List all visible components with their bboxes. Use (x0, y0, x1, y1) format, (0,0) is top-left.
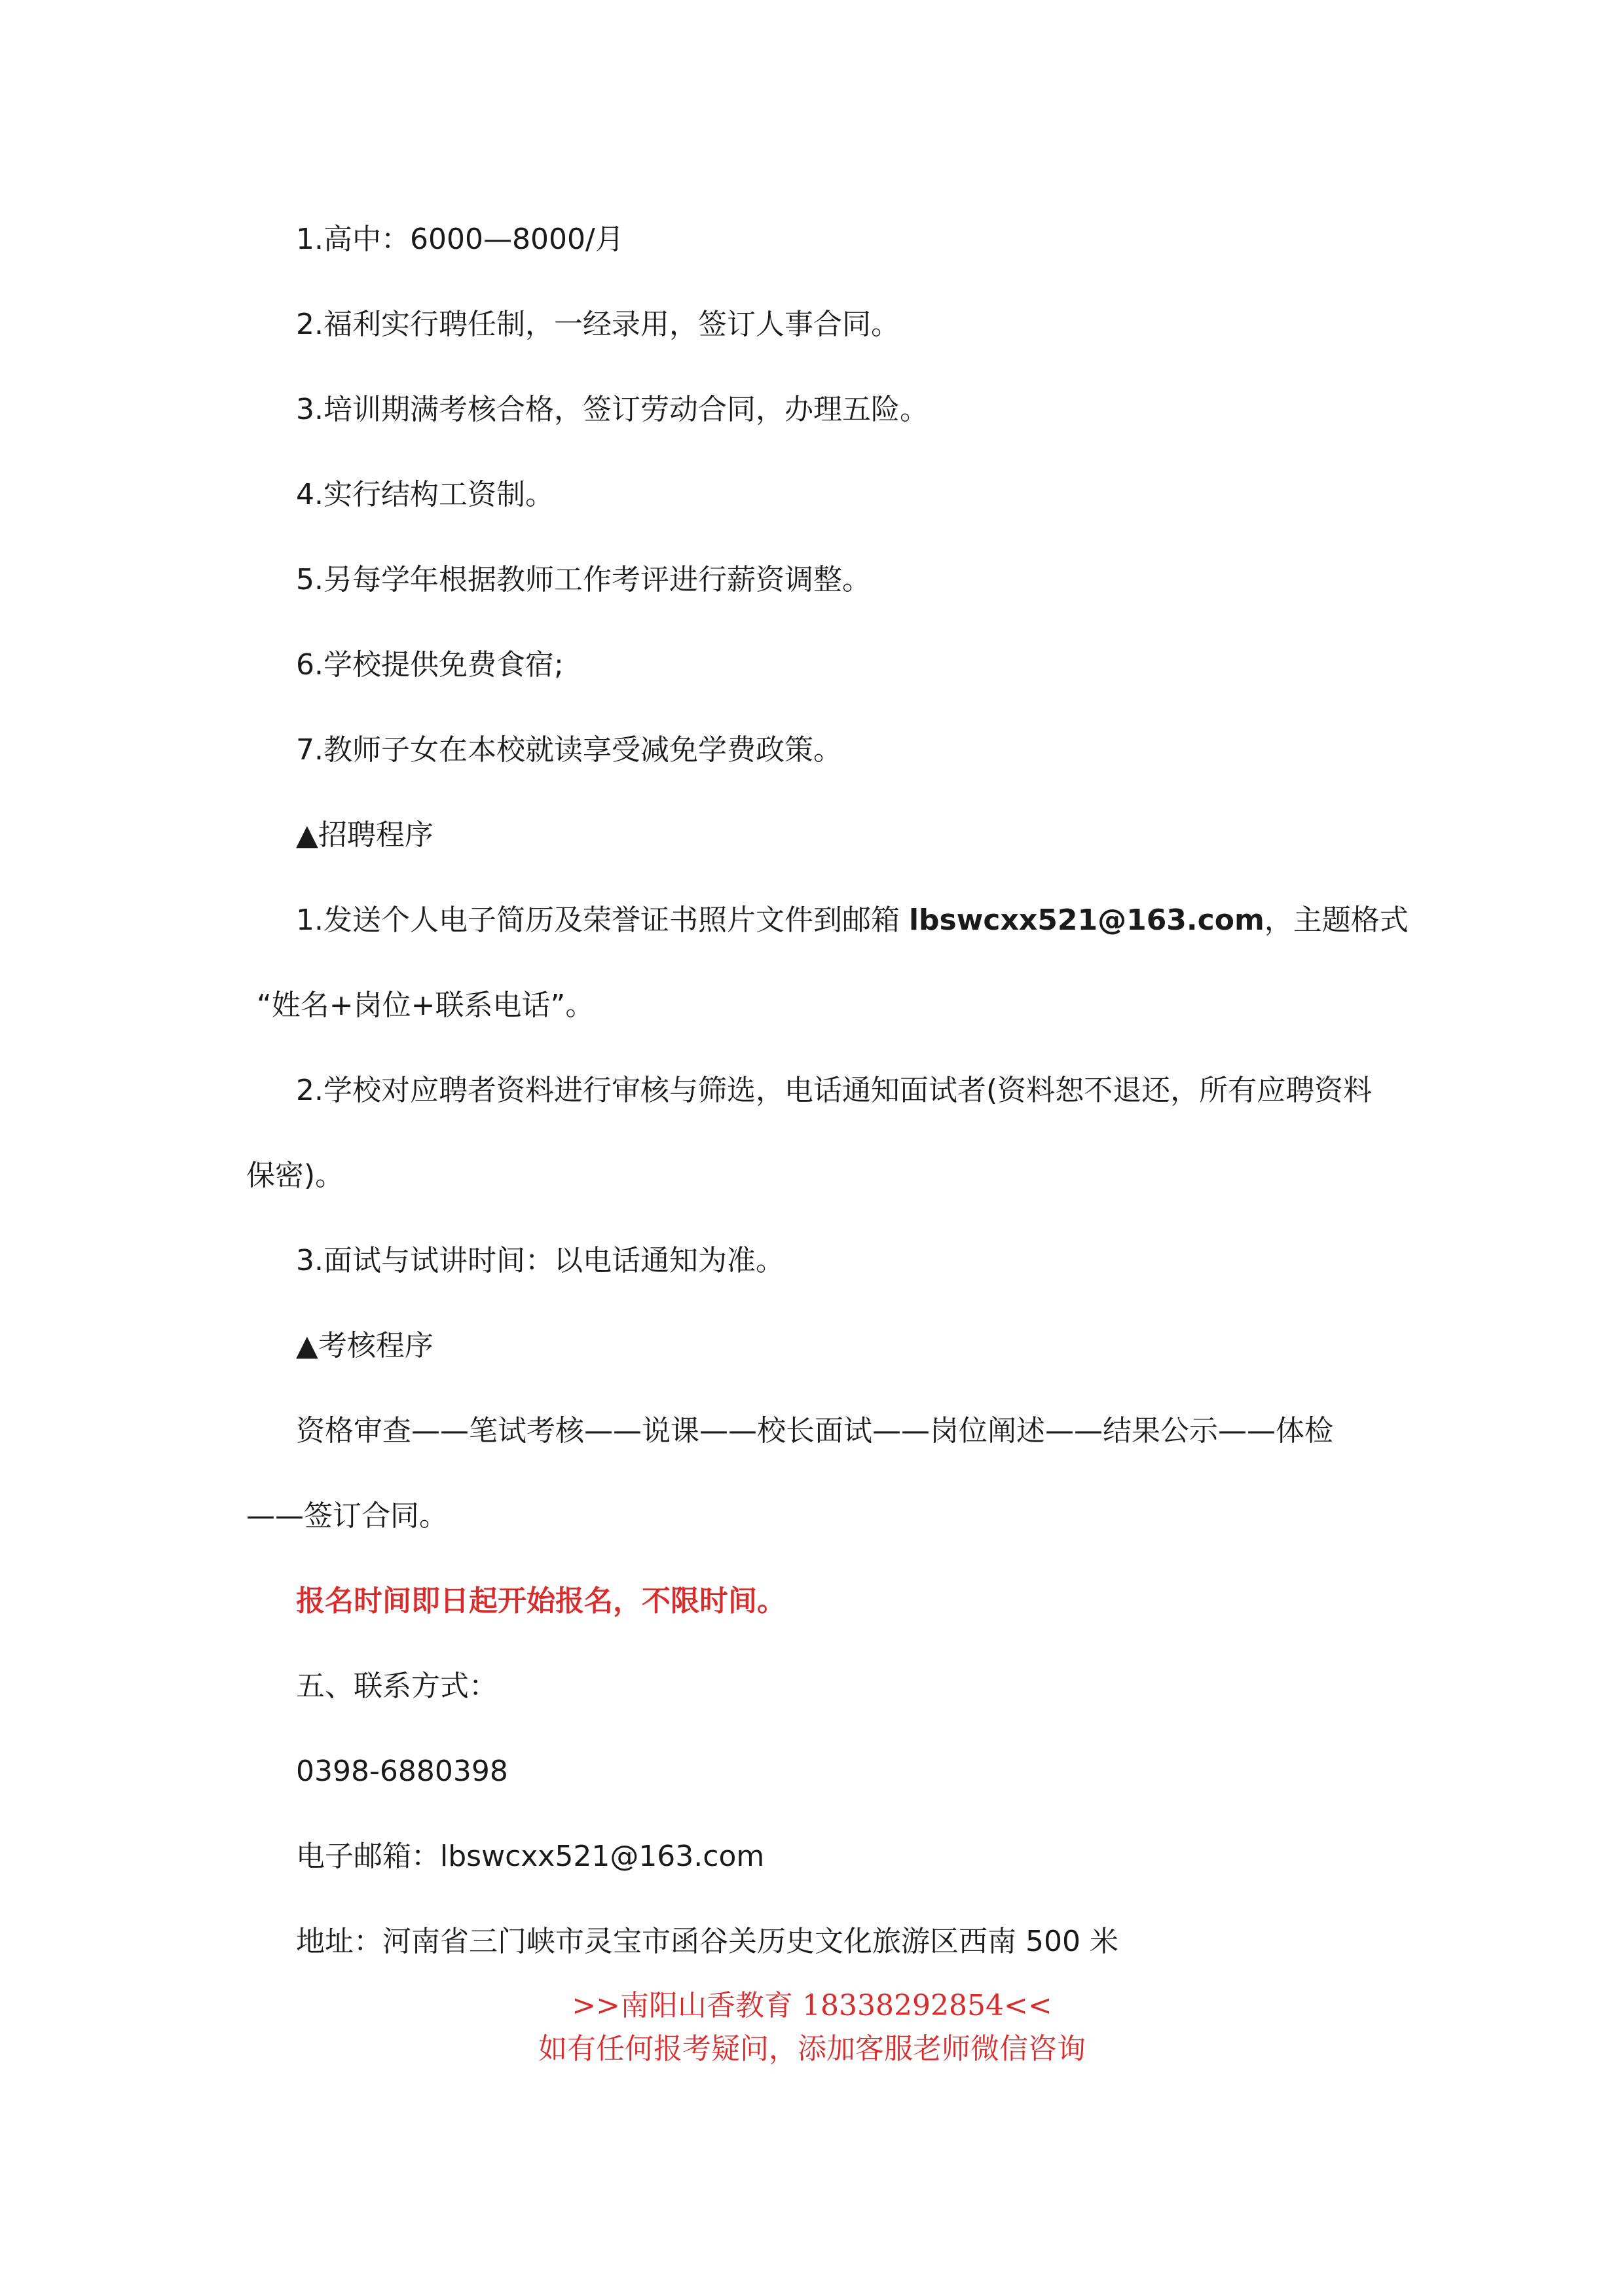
recruit-heading: ▲招聘程序 (296, 818, 434, 852)
footer-consult-line: 如有任何报考疑问，添加客服老师微信咨询 (538, 2032, 1086, 2066)
benefit-item-5: 5.另每学年根据教师工作考评进行薪资调整。 (296, 563, 871, 596)
benefit-item-4: 4.实行结构工资制。 (296, 478, 554, 511)
recruit-email: lbswcxx521@163.com (908, 903, 1264, 937)
recruit-step-1-suffix: ，主题格式 (1264, 903, 1409, 937)
contact-email: 电子邮箱：lbswcxx521@163.com (296, 1840, 765, 1873)
recruit-step-1-prefix: 1.发送个人电子简历及荣誉证书照片文件到邮箱 (296, 903, 909, 937)
recruit-step-2-continued: 保密)。 (246, 1159, 344, 1192)
assess-heading: ▲考核程序 (296, 1329, 434, 1362)
recruit-step-1-continued: “姓名+岗位+联系电话”。 (257, 989, 595, 1022)
registration-notice: 报名时间即日起开始报名，不限时间。 (296, 1584, 786, 1618)
benefit-item-6: 6.学校提供免费食宿; (296, 648, 564, 682)
recruit-step-3: 3.面试与试讲时间：以电话通知为准。 (296, 1244, 784, 1277)
assess-flow-continued: ——签订合同。 (246, 1499, 448, 1533)
contact-heading: 五、联系方式： (296, 1669, 498, 1703)
assess-flow: 资格审查——笔试考核——说课——校长面试——岗位阐述——结果公示——体检 (296, 1414, 1333, 1448)
benefit-item-1: 1.高中：6000—8000/月 (296, 223, 624, 256)
recruit-step-1 (0, 901, 1624, 940)
benefit-item-3: 3.培训期满考核合格，签订劳动合同，办理五险。 (296, 393, 929, 426)
benefit-item-7: 7.教师子女在本校就读享受减免学费政策。 (296, 733, 842, 767)
footer-contact-line: >>南阳山香教育 18338292854<< (572, 1989, 1052, 2022)
recruit-step-2: 2.学校对应聘者资料进行审核与筛选，电话通知面试者(资料恕不退还，所有应聘资料 (296, 1074, 1373, 1107)
benefit-item-2: 2.福利实行聘任制，一经录用，签订人事合同。 (296, 308, 900, 341)
contact-phone: 0398-6880398 (296, 1755, 508, 1788)
contact-address: 地址：河南省三门峡市灵宝市函谷关历史文化旅游区西南 500 米 (296, 1925, 1118, 1958)
